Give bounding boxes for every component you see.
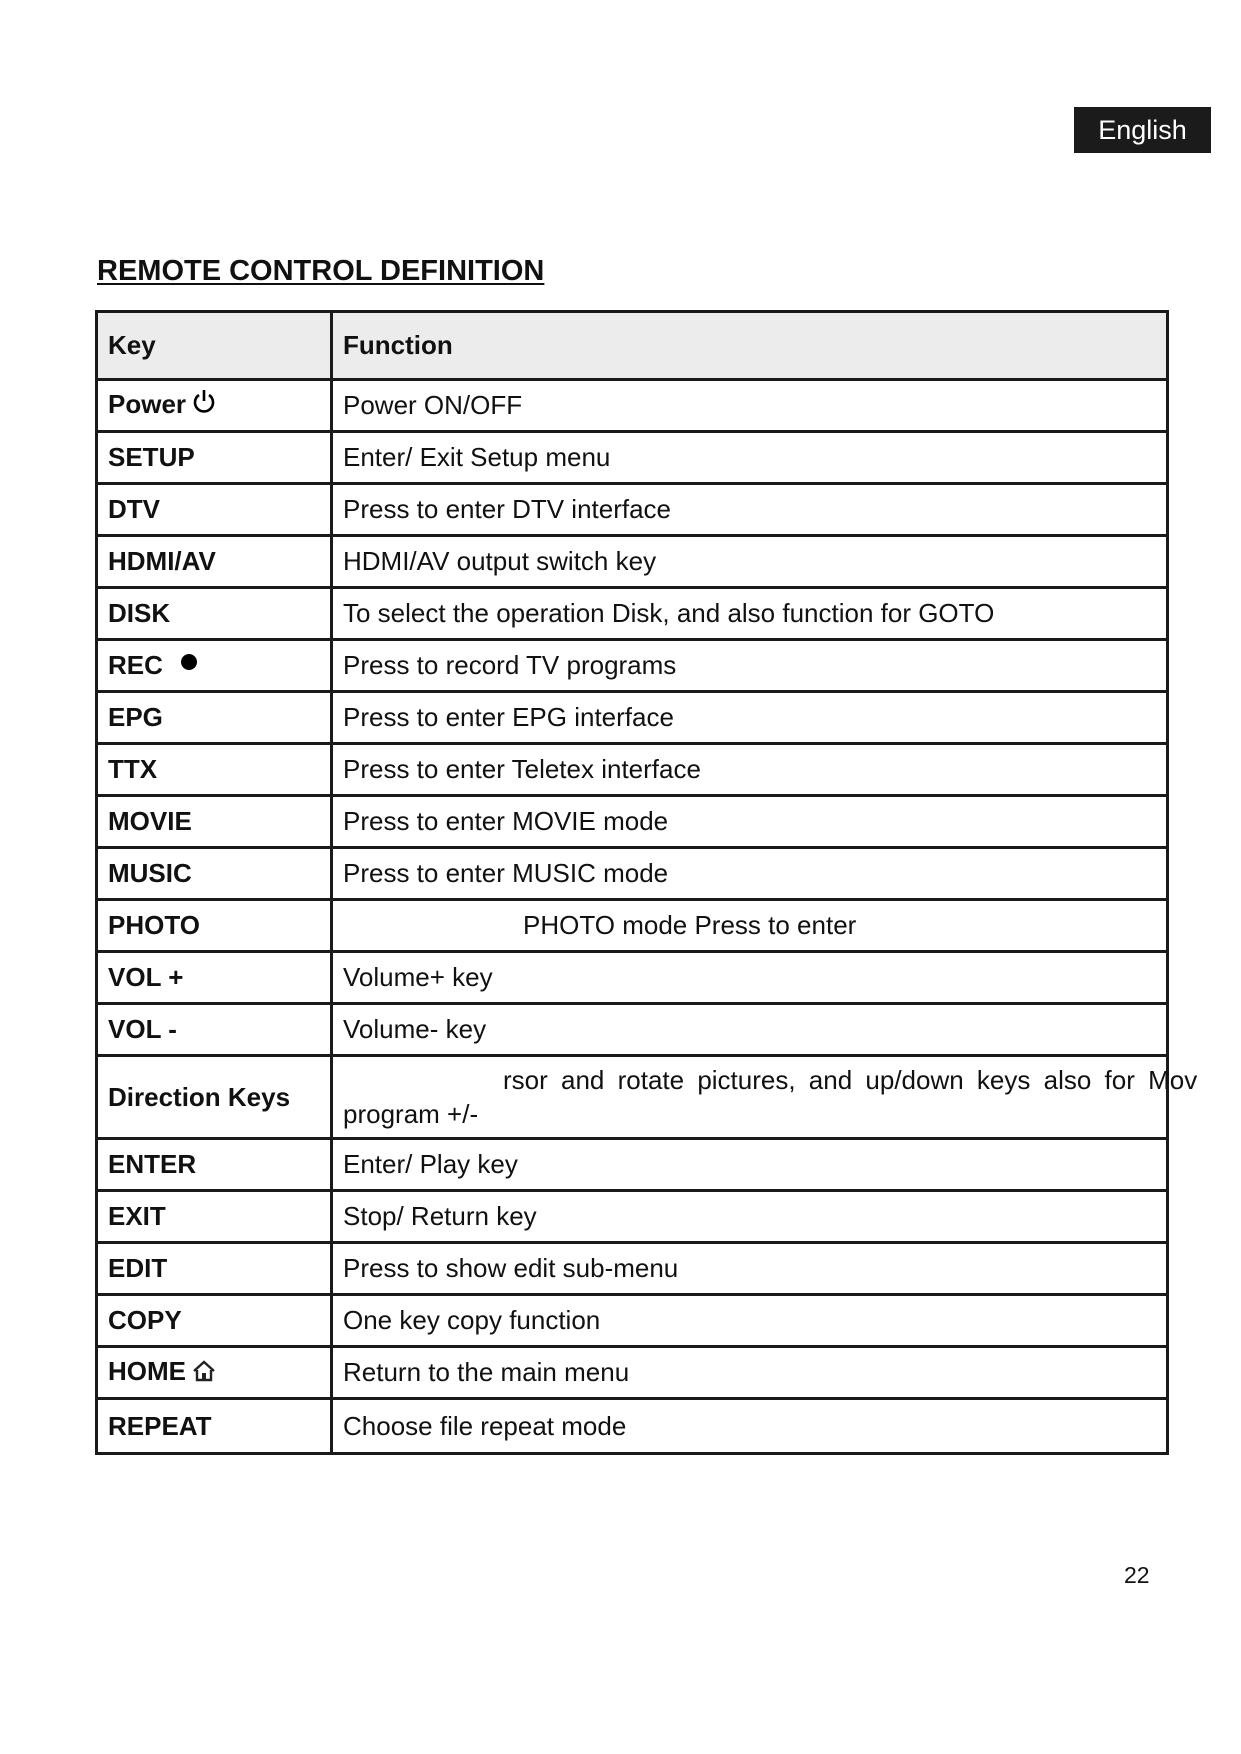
function-cell: Enter/ Play key [332, 1139, 1168, 1191]
key-cell: PHOTO [97, 900, 332, 952]
function-cell: Stop/ Return key [332, 1191, 1168, 1243]
key-cell: ENTER [97, 1139, 332, 1191]
table-row [97, 952, 1168, 1004]
table-row [97, 1004, 1168, 1056]
function-cell: Return to the main menu [332, 1347, 1168, 1399]
table-row [97, 1347, 1168, 1399]
key-cell: EPG [97, 692, 332, 744]
power-icon [192, 389, 216, 422]
remote-control-table [95, 310, 1198, 1455]
table-row [97, 1399, 1168, 1454]
table-row [97, 432, 1168, 484]
key-cell: REPEAT [97, 1399, 332, 1454]
function-cell: One key copy function [332, 1295, 1168, 1347]
function-cell: Press to record TV programs [332, 640, 1168, 692]
function-column-header: Function [332, 312, 1168, 380]
table-header-row [97, 312, 1168, 380]
key-cell: VOL + [97, 952, 332, 1004]
function-cell: Press to enter MOVIE mode [332, 796, 1168, 848]
record-dot-icon [181, 654, 197, 670]
key-cell-power [97, 380, 332, 432]
function-line: rsor and rotate pictures, and up/down keys also for Mov [503, 1065, 1198, 1095]
table-row [97, 588, 1168, 640]
key-cell: MUSIC [97, 848, 332, 900]
key-cell-home [97, 1347, 332, 1399]
language-badge: English [1074, 107, 1211, 153]
key-label: REC [108, 650, 163, 680]
key-cell: EDIT [97, 1243, 332, 1295]
function-cell [332, 1056, 1198, 1139]
function-cell: Press to enter MUSIC mode [332, 848, 1168, 900]
key-cell: EXIT [97, 1191, 332, 1243]
key-cell: MOVIE [97, 796, 332, 848]
function-cell: Power ON/OFF [332, 380, 1168, 432]
table-row [97, 1056, 1168, 1139]
key-cell: COPY [97, 1295, 332, 1347]
function-cell: Press to show edit sub-menu [332, 1243, 1168, 1295]
function-cell: Volume- key [332, 1004, 1168, 1056]
key-cell: HDMI/AV [97, 536, 332, 588]
function-line: program +/- [343, 1099, 479, 1129]
page-title: REMOTE CONTROL DEFINITION [97, 255, 545, 287]
key-label: Power [108, 388, 187, 419]
table-row [97, 1243, 1168, 1295]
page-number: 22 [1124, 1562, 1150, 1588]
function-cell: Press to enter EPG interface [332, 692, 1168, 744]
home-icon [192, 1358, 216, 1389]
table-row [97, 848, 1168, 900]
key-cell: TTX [97, 744, 332, 796]
key-cell: DTV [97, 484, 332, 536]
table-row [97, 1295, 1168, 1347]
table-row [97, 796, 1168, 848]
function-cell: Choose file repeat mode [332, 1399, 1168, 1454]
function-cell: Press to enter Teletex interface [332, 744, 1168, 796]
function-cell: Enter/ Exit Setup menu [332, 432, 1168, 484]
function-cell: PHOTO mode Press to enter [332, 900, 1168, 952]
table-row [97, 1191, 1168, 1243]
function-cell: To select the operation Disk, and also function for GOTO [332, 588, 1168, 640]
table-row [97, 1139, 1168, 1191]
table-row [97, 900, 1168, 952]
key-cell: Direction Keys [97, 1056, 332, 1139]
key-cell: DISK [97, 588, 332, 640]
key-cell-rec [97, 640, 332, 692]
table-row [97, 744, 1168, 796]
function-cell: Press to enter DTV interface [332, 484, 1168, 536]
table-row [97, 692, 1168, 744]
table-row [97, 484, 1168, 536]
key-cell: VOL - [97, 1004, 332, 1056]
key-cell: SETUP [97, 432, 332, 484]
function-cell: Volume+ key [332, 952, 1168, 1004]
function-cell: HDMI/AV output switch key [332, 536, 1168, 588]
key-column-header: Key [97, 312, 332, 380]
table-row [97, 380, 1168, 432]
table-row [97, 536, 1168, 588]
table-row [97, 640, 1168, 692]
key-label: HOME [108, 1356, 186, 1387]
